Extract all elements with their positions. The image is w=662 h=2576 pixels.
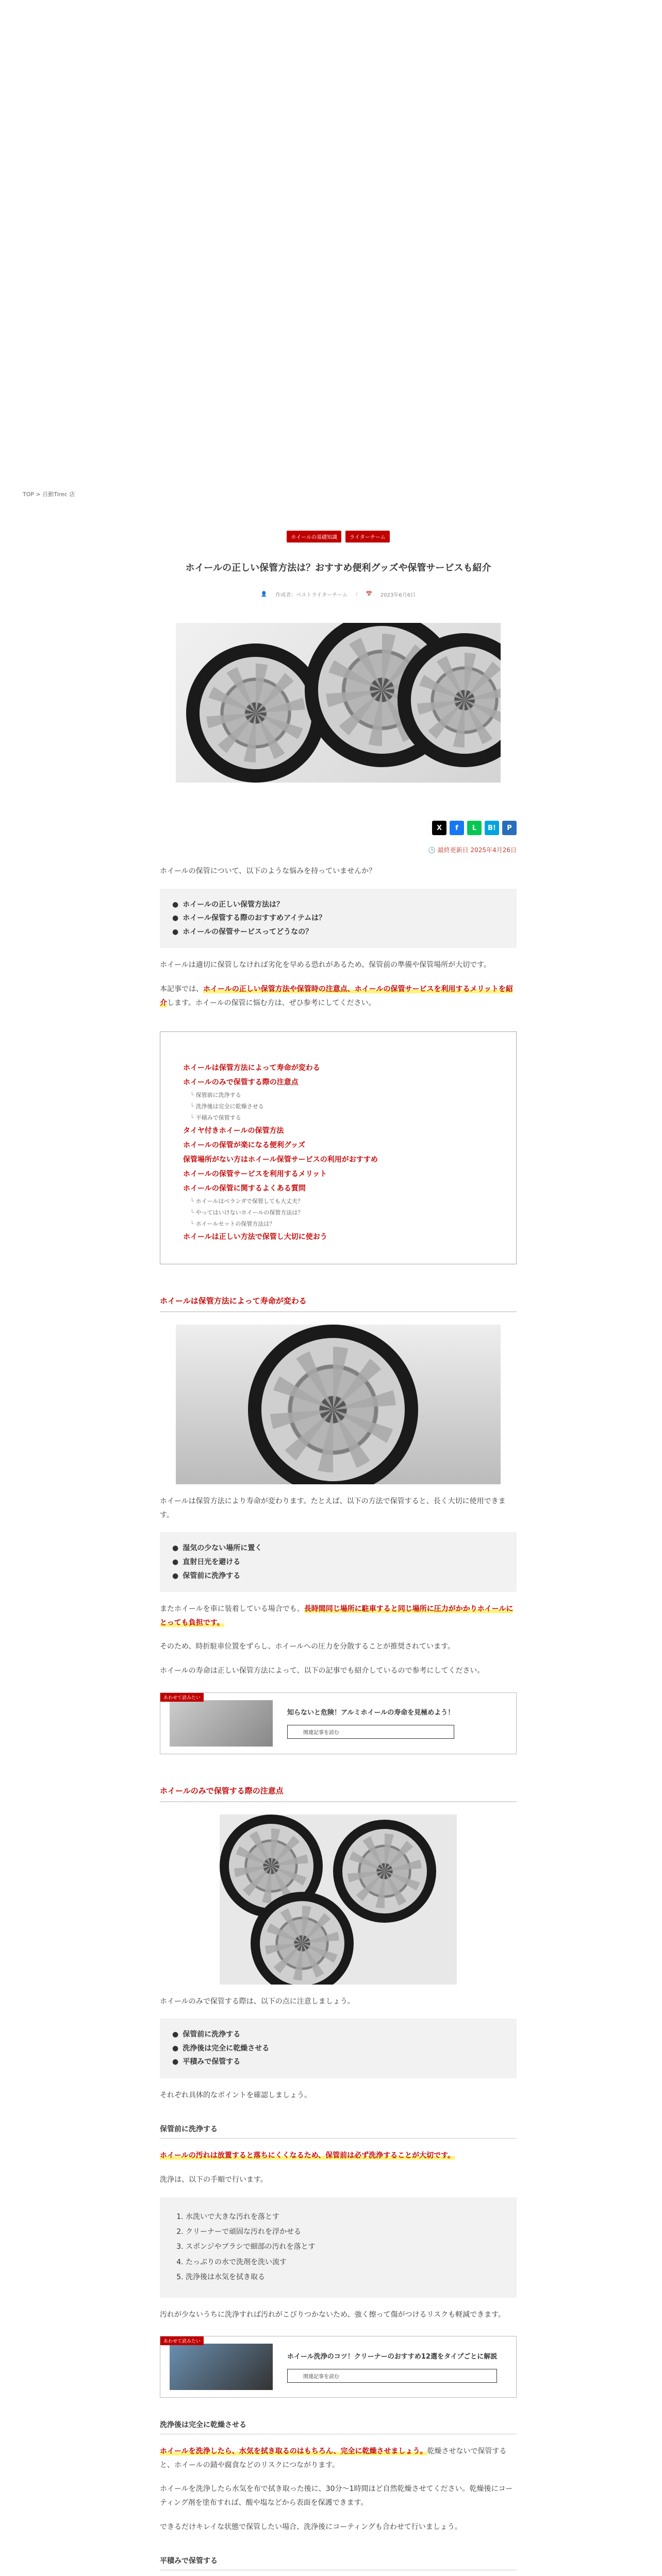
author-name: 作成者：ベストライターチーム <box>275 592 348 598</box>
toc-item[interactable]: タイヤ付きホイールの保管方法 <box>183 1127 284 1136</box>
sec1-paragraph-2: またホイールを車に装着している場合でも、長時間同じ場所に駐車すると同じ場所に圧力がかかりホイールにとっても負担です。 <box>160 1605 514 1627</box>
meta-separator: / <box>356 591 358 597</box>
wash-step: 3. スポンジやブラシで細部の汚れを落とす <box>186 2240 504 2255</box>
share-x-button[interactable]: X <box>432 821 446 835</box>
related-thumbnail <box>170 2344 273 2390</box>
related-read-button[interactable]: 関連記事を読む <box>287 1725 454 1739</box>
wash-paragraph-1: 洗浄は、以下の手順で行います。 <box>160 2176 268 2184</box>
intro-paragraph-2: 本記事では、ホイールの正しい保管方法や保管時の注意点、ホイールの保管サービスを利用するメリットを紹介します。ホイールの保管に悩む方は、ぜひ参考にしてください。 <box>160 985 513 1007</box>
section-heading-lifespan: ホイールは保管方法によって寿命が変わる <box>160 1295 517 1312</box>
section-heading-wheel-only: ホイールのみで保管する際の注意点 <box>160 1785 517 1802</box>
toc-item[interactable]: 保管場所がない方はホイール保管サービスの利用がおすすめ <box>183 1156 378 1164</box>
last-updated: 🕒 最終更新日 2025年4月26日 <box>427 846 517 854</box>
intro-checklist <box>160 889 517 948</box>
related-title[interactable]: ホイール洗浄のコツ！クリーナーのおすすめ12選をタイプごとに解説 <box>287 2352 498 2361</box>
clock-icon: 🕒 <box>427 846 436 854</box>
intro-paragraph-1: ホイールは適切に保管しなければ劣化を早める恐れがあるため、保管前の準備や保管場所が大切です。 <box>160 961 491 970</box>
category-badges <box>160 531 517 543</box>
toc-item[interactable]: ホイールのみで保管する際の注意点 <box>183 1078 299 1087</box>
related-tag: あわせて読みたい <box>160 1693 204 1702</box>
related-read-button[interactable]: 関連記事を読む <box>287 2369 497 2383</box>
subheading-wash: 保管前に洗浄する <box>160 2124 517 2139</box>
wash-step: 4. たっぷりの水で洗剤を洗い流す <box>186 2255 504 2270</box>
toc-subitem[interactable]: └ 保管前に洗浄する <box>183 1090 493 1101</box>
category-badge[interactable]: ホイールの基礎知識 <box>287 531 341 543</box>
toc-subitem[interactable]: └ ホイールセットの保管方法は？ <box>183 1218 493 1230</box>
related-title[interactable]: 知らないと危険！アルミホイールの寿命を見極めよう！ <box>287 1708 455 1717</box>
sec2-paragraph-2: それぞれ具体的なポイントを確認しましょう。 <box>160 2091 311 2099</box>
sec2-checklist <box>160 2019 517 2078</box>
sec2-paragraph-1: ホイールのみで保管する際は、以下の点に注意しましょう。 <box>160 1997 355 2006</box>
checklist-item: ● ホイールの保管サービスってどうなの？ <box>172 925 504 939</box>
toc-item[interactable]: ホイールの保管に関するよくある質問 <box>183 1184 306 1193</box>
article-title: ホイールの正しい保管方法は？おすすめ便利グッズや保管サービスも紹介 <box>185 563 491 573</box>
wash-step: 1. 水洗いで大きな汚れを落とす <box>186 2210 504 2225</box>
share-line-button[interactable]: L <box>467 821 482 835</box>
share-buttons <box>160 821 517 835</box>
toc-item[interactable]: ホイールは正しい方法で保管し大切に使おう <box>183 1233 327 1242</box>
wash-steps-list <box>160 2197 517 2298</box>
toc-item[interactable]: ホイールの保管が楽になる便利グッズ <box>183 1141 306 1150</box>
toc-item[interactable]: ホイールの保管サービスを利用するメリット <box>183 1170 327 1179</box>
sec1-paragraph-4: ホイールの寿命は正しい保管方法によって、以下の記事でも紹介しているので参考にしてください。 <box>160 1666 485 1675</box>
related-tag: あわせて読みたい <box>160 2336 204 2345</box>
dry-paragraph-2: できるだけキレイな状態で保管したい場合、洗浄後にコーティングも合わせて行いましょう。 <box>160 2522 462 2531</box>
share-hatena-button[interactable]: B! <box>485 821 499 835</box>
toc-subitem[interactable]: └ 洗浄後は完全に乾燥させる <box>183 1101 493 1112</box>
dry-paragraph-1: ホイールを洗浄したら水気を布で拭き取った後に、30分〜1時間ほど自然乾燥させてください。乾燥後にコーティング剤を塗布すれば、酸や塩などから表面を保護できます。 <box>160 2485 513 2507</box>
subheading-dry: 洗浄後は完全に乾燥させる <box>160 2419 517 2434</box>
checklist-item: ● 直射日光を避ける <box>172 1555 504 1569</box>
checklist-item: ● 保管前に洗浄する <box>172 1569 504 1583</box>
wash-highlight: ホイールの汚れは放置すると落ちにくくなるため、保管前は必ず洗浄することが大切です。 <box>160 2151 455 2160</box>
checklist-item: ● 平積みで保管する <box>172 2055 504 2069</box>
sec1-checklist <box>160 1532 517 1592</box>
breadcrumb-separator: > <box>36 491 43 498</box>
checklist-item: ● 湿気の少ない場所に置く <box>172 1541 504 1555</box>
author-icon: 👤 <box>260 591 268 597</box>
share-facebook-button[interactable]: f <box>450 821 464 835</box>
author-badge[interactable]: ライターチーム <box>345 531 390 543</box>
hero-tire-image <box>176 623 501 783</box>
dry-highlight: ホイールを洗浄したら、水気を拭き取るのはもちろん、完全に乾燥させましょう。乾燥させないで保管すると、ホイールの錆や腐食などのリスクにつながります。 <box>160 2447 507 2469</box>
wheel-service-image <box>176 1325 501 1484</box>
related-article-card[interactable] <box>160 2336 517 2398</box>
toc-subitem[interactable]: └ 平積みで保管する <box>183 1112 493 1124</box>
sec1-paragraph-1: ホイールは保管方法により寿命が変わります。たとえば、以下の方法で保管すると、長く大切に使用できます。 <box>160 1497 506 1519</box>
sec1-paragraph-3: そのため、時折駐車位置をずらし、ホイールへの圧力を分散することが推奨されています。 <box>160 1642 455 1651</box>
hero-image-wrap <box>160 623 517 785</box>
breadcrumb <box>23 490 75 498</box>
wash-step: 5. 洗浄後は水気を拭き取る <box>186 2270 504 2285</box>
checklist-item: ● 洗浄後は完全に乾燥させる <box>172 2042 504 2056</box>
breadcrumb-top-link[interactable]: TOP <box>23 491 35 498</box>
related-thumbnail <box>170 1700 273 1747</box>
toc-subitem[interactable]: └ やってはいけないホイールの保管方法は？ <box>183 1207 493 1218</box>
checklist-item: ● ホイール保管する際のおすすめアイテムは？ <box>172 911 504 925</box>
breadcrumb-store-link[interactable]: 自動Tirec 店 <box>42 491 75 498</box>
article <box>160 531 517 2576</box>
share-pocket-button[interactable]: P <box>502 821 517 835</box>
subheading-stack: 平積みで保管する <box>160 2555 517 2570</box>
publish-date: 2023年6月6日 <box>380 592 416 598</box>
checklist-item: ● 保管前に洗浄する <box>172 2028 504 2042</box>
wash-step: 2. クリーナーで頑固な汚れを浮かせる <box>186 2225 504 2240</box>
intro-text: ホイールの保管について、以下のような悩みを持っていませんか？ <box>160 867 376 875</box>
related-article-card[interactable] <box>160 1692 517 1754</box>
article-meta <box>160 590 517 598</box>
table-of-contents <box>160 1031 517 1264</box>
steel-wheels-image <box>220 1815 457 1985</box>
toc-subitem[interactable]: └ ホイールはベランダで保管しても大丈夫？ <box>183 1196 493 1207</box>
toc-item[interactable]: ホイールは保管方法によって寿命が変わる <box>183 1064 320 1073</box>
checklist-item: ● ホイールの正しい保管方法は？ <box>172 898 504 912</box>
calendar-icon: 📅 <box>366 591 372 597</box>
wash-paragraph-2: 汚れが少ないうちに洗浄すれば汚れがこびりつかないため、強く擦って傷がつけるリスクも軽減できます。 <box>160 2310 506 2319</box>
